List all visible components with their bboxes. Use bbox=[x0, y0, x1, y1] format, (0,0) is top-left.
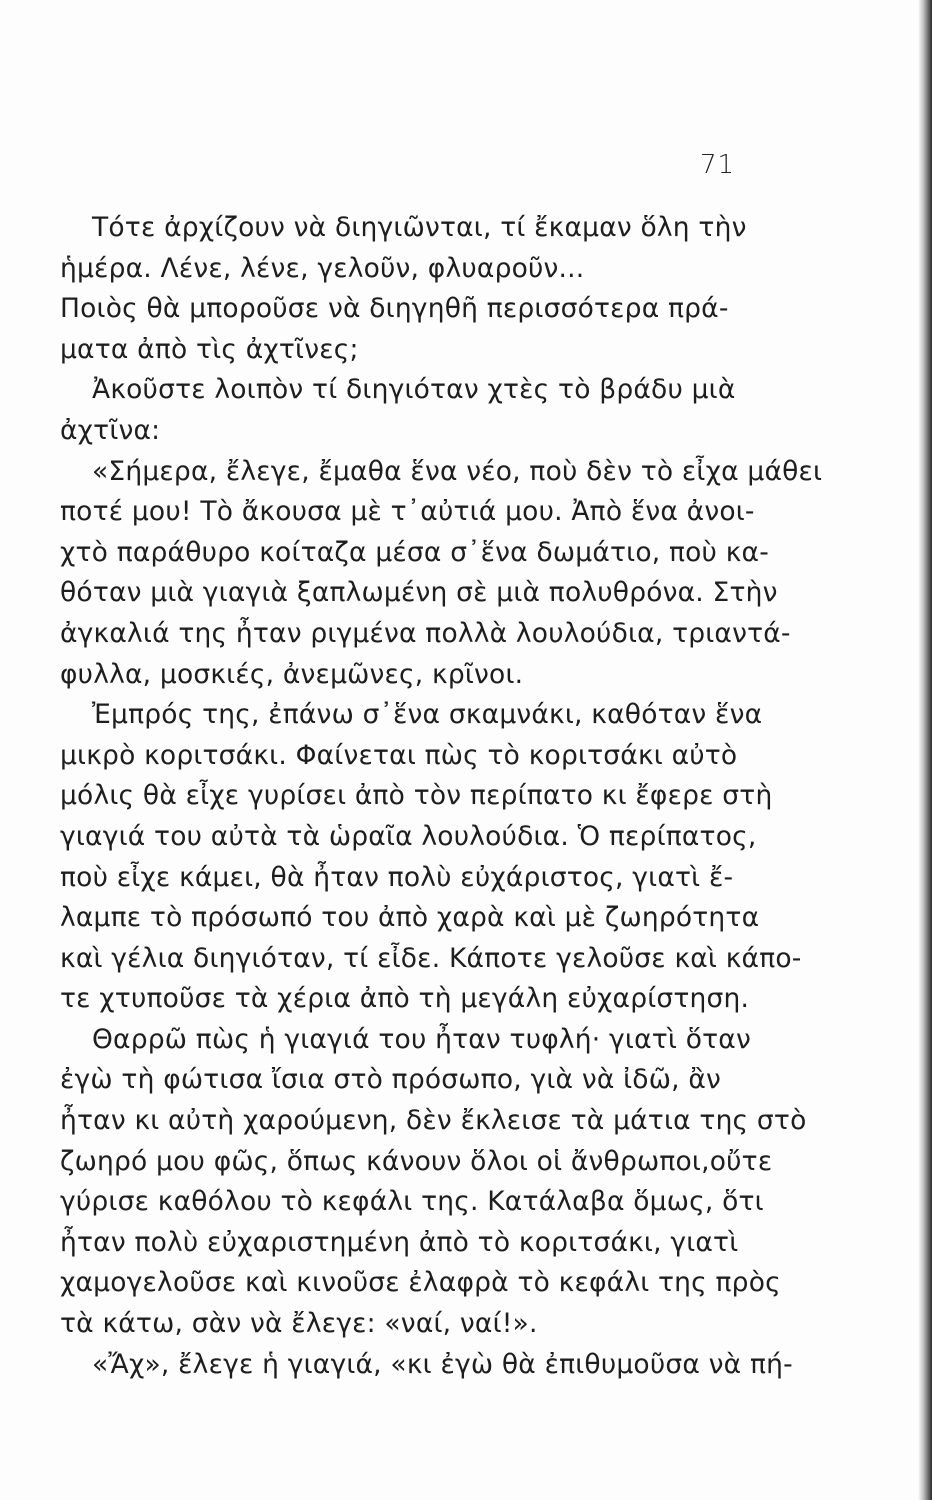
text-line: ζωηρό μου φῶς, ὅπως κάνουν ὅλοι οἱ ἄνθρωποι,οὔτε bbox=[60, 1145, 773, 1177]
text-line: γύρισε καθόλου τὸ κεφάλι της. Κατάλαβα ὅμως, ὅτι bbox=[60, 1186, 764, 1218]
text-line: ἡμέρα. Λένε, λένε, γελοῦν, φλυαροῦν... bbox=[60, 252, 585, 284]
text-line: μόλις θὰ εἶχε γυρίσει ἀπὸ τὸν περίπατο κι ἔφερε στὴ bbox=[60, 780, 773, 812]
text-line: φυλλα, μοσκιές, ἀνεμῶνες, κρῖνοι. bbox=[60, 658, 524, 690]
text-line: ποτέ μου! Τὸ ἄκουσα μὲ τ᾽αὐτιά μου. Ἀπὸ ἕνα ἀνοι- bbox=[60, 496, 755, 528]
text-line: χτὸ παράθυρο κοίταζα μέσα σ᾽ἕνα δωμάτιο, ποὺ κα- bbox=[60, 536, 769, 568]
text-line: «Σήμερα, ἔλεγε, ἔμαθα ἕνα νέο, ποὺ δὲν τὸ εἶχα μάθει bbox=[92, 455, 823, 487]
text-line: ἦταν κι αὐτὴ χαρούμενη, δὲν ἔκλεισε τὰ μάτια της στὸ bbox=[60, 1105, 807, 1137]
text-line: ἀχτῖνα: bbox=[60, 414, 161, 446]
text-line: λαμπε τὸ πρόσωπό του ἀπὸ χαρὰ καὶ μὲ ζωηρότητα bbox=[60, 902, 760, 934]
text-line: Θαρρῶ πὼς ἡ γιαγιά του ἦταν τυφλή· γιατὶ ὅταν bbox=[92, 1023, 751, 1055]
page-number: 71 bbox=[700, 150, 736, 180]
text-line: θόταν μιὰ γιαγιὰ ξαπλωμένη σὲ μιὰ πολυθρόνα. Στὴν bbox=[60, 577, 778, 609]
body-text bbox=[60, 208, 822, 1385]
text-line: Ἐμπρός της, ἐπάνω σ᾽ἕνα σκαμνάκι, καθόταν ἕνα bbox=[92, 699, 763, 731]
text-line: «Ἄχ», ἔλεγε ἡ γιαγιά, «κι ἐγὼ θὰ ἐπιθυμοῦσα νὰ πή- bbox=[92, 1348, 793, 1380]
text-line: ἀγκαλιά της ἦταν ριγμένα πολλὰ λουλούδια, τριαντά- bbox=[60, 617, 791, 649]
text-line: μικρὸ κοριτσάκι. Φαίνεται πὼς τὸ κοριτσάκι αὐτὸ bbox=[60, 739, 738, 771]
text-line: ποὺ εἶχε κάμει, θὰ ἦταν πολὺ εὐχάριστος, γιατὶ ἔ- bbox=[60, 861, 734, 893]
text-line: Ἀκοῦστε λοιπὸν τί διηγιόταν χτὲς τὸ βράδυ μιὰ bbox=[92, 374, 736, 406]
text-line: ἐγὼ τὴ φώτισα ἴσια στὸ πρόσωπο, γιὰ νὰ ἰδῶ, ἂν bbox=[60, 1064, 721, 1096]
text-line: καὶ γέλια διηγιόταν, τί εἶδε. Κάποτε γελοῦσε καὶ κάπο- bbox=[60, 942, 802, 974]
text-line: ματα ἀπὸ τὶς ἀχτῖνες; bbox=[60, 333, 359, 365]
text-line: Τότε ἀρχίζουν νὰ διηγιῶνται, τί ἔκαμαν ὅλη τὴν bbox=[92, 212, 747, 243]
text-line: χαμογελοῦσε καὶ κινοῦσε ἐλαφρὰ τὸ κεφάλι της πρὸς bbox=[60, 1267, 781, 1299]
text-line: Ποιὸς θὰ μποροῦσε νὰ διηγηθῆ περισσότερα πρά- bbox=[60, 293, 729, 325]
page-edge-shadow bbox=[918, 0, 932, 1500]
text-line: τε χτυποῦσε τὰ χέρια ἀπὸ τὴ μεγάλη εὐχαρίστηση. bbox=[60, 983, 750, 1015]
text-line: τὰ κάτω, σὰν νὰ ἔλεγε: «ναί, ναί!». bbox=[60, 1308, 538, 1340]
text-line: ἦταν πολὺ εὐχαριστημένη ἀπὸ τὸ κοριτσάκι, γιατὶ bbox=[60, 1226, 739, 1258]
text-line: γιαγιά του αὐτὰ τὰ ὡραῖα λουλούδια. Ὁ περίπατος, bbox=[60, 820, 757, 852]
